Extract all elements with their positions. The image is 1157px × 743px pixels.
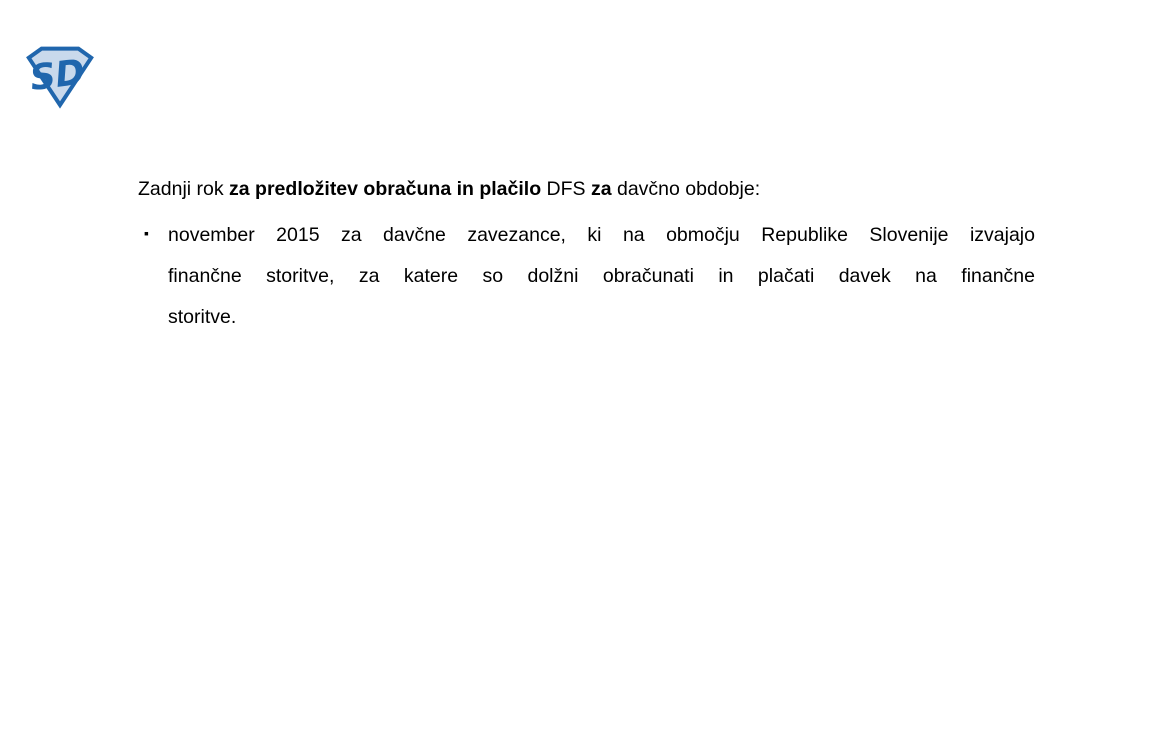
heading-segment: za [590, 178, 612, 200]
heading-segment: DFS [541, 178, 591, 200]
bullet-line: finančne storitve, za katere so dolžni obračunati in plačati davek na finančne [168, 265, 1035, 287]
bullet-item [138, 215, 1035, 338]
bullet-line: november 2015 za davčne zavezance, ki na območju Republike Slovenije izvajajo [168, 224, 1035, 246]
logo-letters: SD [27, 51, 88, 100]
sd-logo [20, 44, 100, 110]
heading-segment: davčno obdobje: [611, 178, 761, 200]
heading-segment: za predložitev obračuna in plačilo [229, 178, 542, 200]
heading-segment: Zadnji rok [138, 178, 230, 200]
bullet-square-icon: ▪ [144, 225, 149, 241]
bullet-line: storitve. [168, 306, 237, 328]
content-area [138, 175, 1035, 338]
sd-logo-icon [20, 44, 100, 110]
heading [138, 175, 1035, 203]
